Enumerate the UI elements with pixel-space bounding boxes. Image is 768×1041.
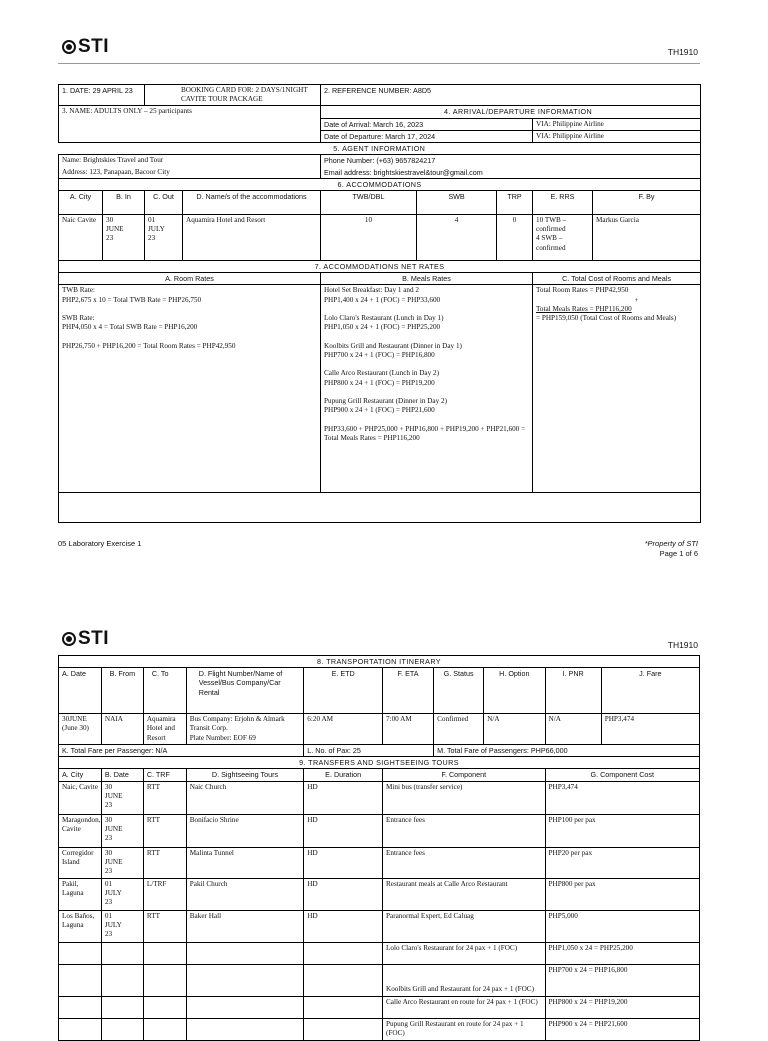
tour-duration: HD (304, 781, 383, 814)
tour-date: 30 JUNE 23 (101, 847, 143, 878)
trans-header-from: B. From (101, 668, 143, 714)
empty-cell (143, 996, 186, 1018)
agent-name: Name: Brightskies Travel and Tour (59, 155, 321, 167)
empty-cell (304, 942, 383, 964)
trans-to: Aquamira Hotel and Resort (143, 714, 186, 745)
empty-cell (59, 964, 102, 996)
empty-cell (186, 964, 304, 996)
acc-header-in: B. In (103, 190, 145, 214)
trans-fare: PHP3,474 (601, 714, 699, 745)
acc-rrs: 10 TWB – confirmed 4 SWB – confirmed (533, 214, 593, 260)
tours-header-cost: G. Component Cost (545, 769, 699, 781)
header-divider (58, 63, 700, 64)
date-cell: 1. DATE: 29 APRIL 23 (59, 85, 145, 106)
departure-via: VIA: Philippine Airline (533, 130, 701, 142)
extra-cost: PHP800 x 24 = PHP19,200 (545, 996, 699, 1018)
tours-header-sightseeing: D. Sightseeing Tours (186, 769, 304, 781)
tour-trf: RTT (143, 814, 186, 847)
empty-cell (304, 1018, 383, 1040)
extra-cost: PHP1,050 x 24 = PHP25,200 (545, 942, 699, 964)
empty-cell (143, 964, 186, 996)
tours-header-component: F. Component (383, 769, 546, 781)
trans-header-fare: J. Fare (601, 668, 699, 714)
grand-total: = PHP159,050 (Total Cost of Rooms and Meals) (536, 314, 677, 323)
empty-cell (59, 942, 102, 964)
trans-header-option: H. Option (484, 668, 545, 714)
tour-cost: PHP800 per pax (545, 878, 699, 910)
trans-header-date: A. Date (59, 668, 102, 714)
tour-date: 01 JULY 23 (101, 910, 143, 942)
acc-trp: 0 (497, 214, 533, 260)
empty-cell (186, 942, 304, 964)
tour-cost: PHP100 per pax (545, 814, 699, 847)
sti-logo-icon (62, 40, 76, 54)
agent-address: Address: 123, Panapaan, Bacoor City (59, 167, 321, 179)
tour-component: Paranormal Expert, Ed Caluag (383, 910, 546, 942)
fare-per-passenger: K. Total Fare per Passenger: N/A (59, 744, 304, 756)
footer-page: Page 1 of 6 (659, 549, 698, 558)
agent-title: 5. AGENT INFORMATION (59, 143, 701, 155)
sti-logo (62, 628, 109, 650)
acc-twb: 10 (321, 214, 417, 260)
sti-logo-text: STI (78, 36, 110, 57)
tour-date: 30 JUNE 23 (101, 814, 143, 847)
trans-header-eta: F. ETA (383, 668, 434, 714)
sti-logo (62, 36, 109, 58)
net-header-room: A. Room Rates (59, 273, 321, 285)
tour-duration: HD (304, 847, 383, 878)
extra-component: Koolbits Grill and Restaurant for 24 pax + 1 (FOC) (383, 964, 546, 996)
arrival-via: VIA: Philippine Airline (533, 118, 701, 130)
trans-header-status: G. Status (434, 668, 484, 714)
tours-header-city: A. City (59, 769, 102, 781)
sti-logo-icon (62, 632, 76, 646)
tour-city: Corregidor Island (59, 847, 102, 878)
acc-by: Markus Garcia (593, 214, 701, 260)
acc-header-twb: TWB/DBL (321, 190, 417, 214)
tour-site: Naic Church (186, 781, 304, 814)
tour-duration: HD (304, 814, 383, 847)
document-code: TH1910 (667, 640, 698, 650)
trans-date: 30JUNE (June 30) (59, 714, 102, 745)
agent-phone: Phone Number: (+63) 9657824217 (321, 155, 701, 167)
tours-title: 9. TRANSFERS AND SIGHTSEEING TOURS (59, 757, 700, 769)
trans-from: NAIA (101, 714, 143, 745)
tour-cost: PHP5,000 (545, 910, 699, 942)
empty-cell (186, 1018, 304, 1040)
acc-header-city: A. City (59, 190, 103, 214)
departure-date: Date of Departure: March 17, 2024 (321, 130, 533, 142)
tour-trf: L/TRF (143, 878, 186, 910)
acc-city: Naic Cavite (59, 214, 103, 260)
empty-cell (304, 964, 383, 996)
extra-cost: PHP700 x 24 = PHP16,800 (545, 964, 699, 996)
empty-cell (143, 942, 186, 964)
total-meal-rates: Total Meals Rates = PHP116,200 (536, 304, 632, 313)
acc-in: 30 JUNE 23 (103, 214, 145, 260)
footer-property: *Property of STI (644, 539, 698, 548)
tour-duration: HD (304, 878, 383, 910)
tour-component: Restaurant meals at Calle Arco Restaurant (383, 878, 546, 910)
empty-cell (101, 942, 143, 964)
total-room-rates: Total Room Rates = PHP42,950 (536, 286, 629, 295)
acc-header-name: D. Name/s of the accommodations (183, 190, 321, 214)
trans-header-flight: D. Flight Number/Name of Vessel/Bus Company/Car Rental (186, 668, 304, 714)
reference-cell: 2. REFERENCE NUMBER: A8D5 (321, 85, 701, 106)
tour-site: Bonifacio Shrine (186, 814, 304, 847)
tour-site: Malinta Tunnel (186, 847, 304, 878)
tour-site: Pakil Church (186, 878, 304, 910)
trans-flight: Bus Company: Erjohn & Almark Transit Corp. Plate Number: EOF 69 (186, 714, 304, 745)
tour-city: Maragondon, Cavite (59, 814, 102, 847)
trans-header-to: C. To (143, 668, 186, 714)
acc-header-trp: TRP (497, 190, 533, 214)
empty-cell (101, 996, 143, 1018)
document-code: TH1910 (667, 47, 698, 57)
extra-cost: PHP900 x 24 = PHP21,600 (545, 1018, 699, 1040)
tour-city: Pakil, Laguna (59, 878, 102, 910)
empty-cell (101, 964, 143, 996)
acc-swb: 4 (417, 214, 497, 260)
tour-trf: RTT (143, 781, 186, 814)
tour-component: Entrance fees (383, 847, 546, 878)
extra-component: Calle Arco Restaurant en route for 24 pax + 1 (FOC) (383, 996, 546, 1018)
trans-pnr: N/A (545, 714, 601, 745)
trans-etd: 6:20 AM (304, 714, 383, 745)
arrival-title: 4. ARRIVAL/DEPARTURE INFORMATION (321, 106, 701, 118)
empty-cell (186, 996, 304, 1018)
empty-cell (304, 996, 383, 1018)
acc-out: 01 JULY 23 (145, 214, 183, 260)
acc-header-by: F. By (593, 190, 701, 214)
number-of-pax: L. No. of Pax: 25 (304, 744, 434, 756)
arrival-date: Date of Arrival: March 16, 2023 (321, 118, 533, 130)
tour-trf: RTT (143, 910, 186, 942)
room-rates: TWB Rate: PHP2,675 x 10 = Total TWB Rate = PHP26,750 SWB Rate: PHP4,050 x 4 = Total SWB Rate = PHP16,200 PHP26,750 + PHP16,200 = Total Room Rates = PHP42,950 (59, 285, 321, 493)
tour-city: Naic, Cavite (59, 781, 102, 814)
tour-duration: HD (304, 910, 383, 942)
page-2 (0, 600, 768, 1037)
tour-date: 01 JULY 23 (101, 878, 143, 910)
extra-component: Pupung Grill Restaurant en route for 24 pax + 1 (FOC) (383, 1018, 546, 1040)
tour-city: Los Baños, Laguna (59, 910, 102, 942)
total-fare-passengers: M. Total Fare of Passengers: PHP66,000 (434, 744, 700, 756)
empty-cell (143, 1018, 186, 1040)
booking-card-table (58, 84, 701, 523)
trans-header-pnr: I. PNR (545, 668, 601, 714)
footer-left: 05 Laboratory Exercise 1 (58, 539, 142, 548)
extra-component: Lolo Claro's Restaurant for 24 pax + 1 (FOC) (383, 942, 546, 964)
transport-title: 8. TRANSPORTATION ITINERARY (59, 656, 700, 668)
empty-cell (59, 1018, 102, 1040)
accommodations-title: 6. ACCOMMODATIONS (59, 178, 701, 190)
agent-email: Email address: brightskiestravel&tour@gmail.com (321, 167, 701, 179)
tours-header-date: B. Date (101, 769, 143, 781)
booking-cell: BOOKING CARD FOR: 2 DAYS/1NIGHT CAVITE TOUR PACKAGE (145, 85, 321, 106)
tour-site: Baker Hall (186, 910, 304, 942)
acc-header-out: C. Out (145, 190, 183, 214)
acc-header-swb: SWB (417, 190, 497, 214)
empty-cell (101, 1018, 143, 1040)
tour-component: Mini bus (transfer service) (383, 781, 546, 814)
total-cost (533, 285, 701, 493)
net-header-total: C. Total Cost of Rooms and Meals (533, 273, 701, 285)
net-header-meals: B. Meals Rates (321, 273, 533, 285)
acc-name: Aquamira Hotel and Resort (183, 214, 321, 260)
tour-cost: PHP3,474 (545, 781, 699, 814)
trans-eta: 7:00 AM (383, 714, 434, 745)
net-rates-title: 7. ACCOMMODATIONS NET RATES (59, 260, 701, 272)
trans-option: N/A (484, 714, 545, 745)
trans-status: Confirmed (434, 714, 484, 745)
name-cell: 3. NAME: ADULTS ONLY – 25 participants (59, 106, 321, 143)
tour-date: 30 JUNE 23 (101, 781, 143, 814)
tours-header-trf: C. TRF (143, 769, 186, 781)
tours-header-duration: E. Duration (304, 769, 383, 781)
tour-trf: RTT (143, 847, 186, 878)
acc-header-rrs: E. RRS (533, 190, 593, 214)
tour-component: Entrance fees (383, 814, 546, 847)
tour-cost: PHP20 per pax (545, 847, 699, 878)
trans-header-etd: E. ETD (304, 668, 383, 714)
blank-row (59, 493, 701, 523)
meal-rates: Hotel Set Breakfast: Day 1 and 2 PHP1,400 x 24 + 1 (FOC) = PHP33,600 Lolo Claro's Restaurant (Lunch in Day 1) PHP1,050 x 24 + 1 (FOC) = PHP25,200 Koolbits Grill and Restaurant (Dinner in Day 1) PHP700 x 24 + 1 (FOC) = PHP16,800 Calle Arco Restaurant (Lunch in Day 2) PHP800 x 24 + 1 (FOC) = PHP19,200 Pupung Grill Restaurant (Dinner in Day 2) PHP900 x 24 + 1 (FOC) = PHP21,600 PHP33,600 + PHP25,000 + PHP16,800 + PHP19,200 + PHP21,600 = Total Meals Rates = PHP116,200 (321, 285, 533, 493)
empty-cell (59, 996, 102, 1018)
sti-logo-text: STI (78, 628, 110, 649)
transport-tours-table (58, 655, 700, 1041)
plus-sign: + (634, 295, 639, 304)
